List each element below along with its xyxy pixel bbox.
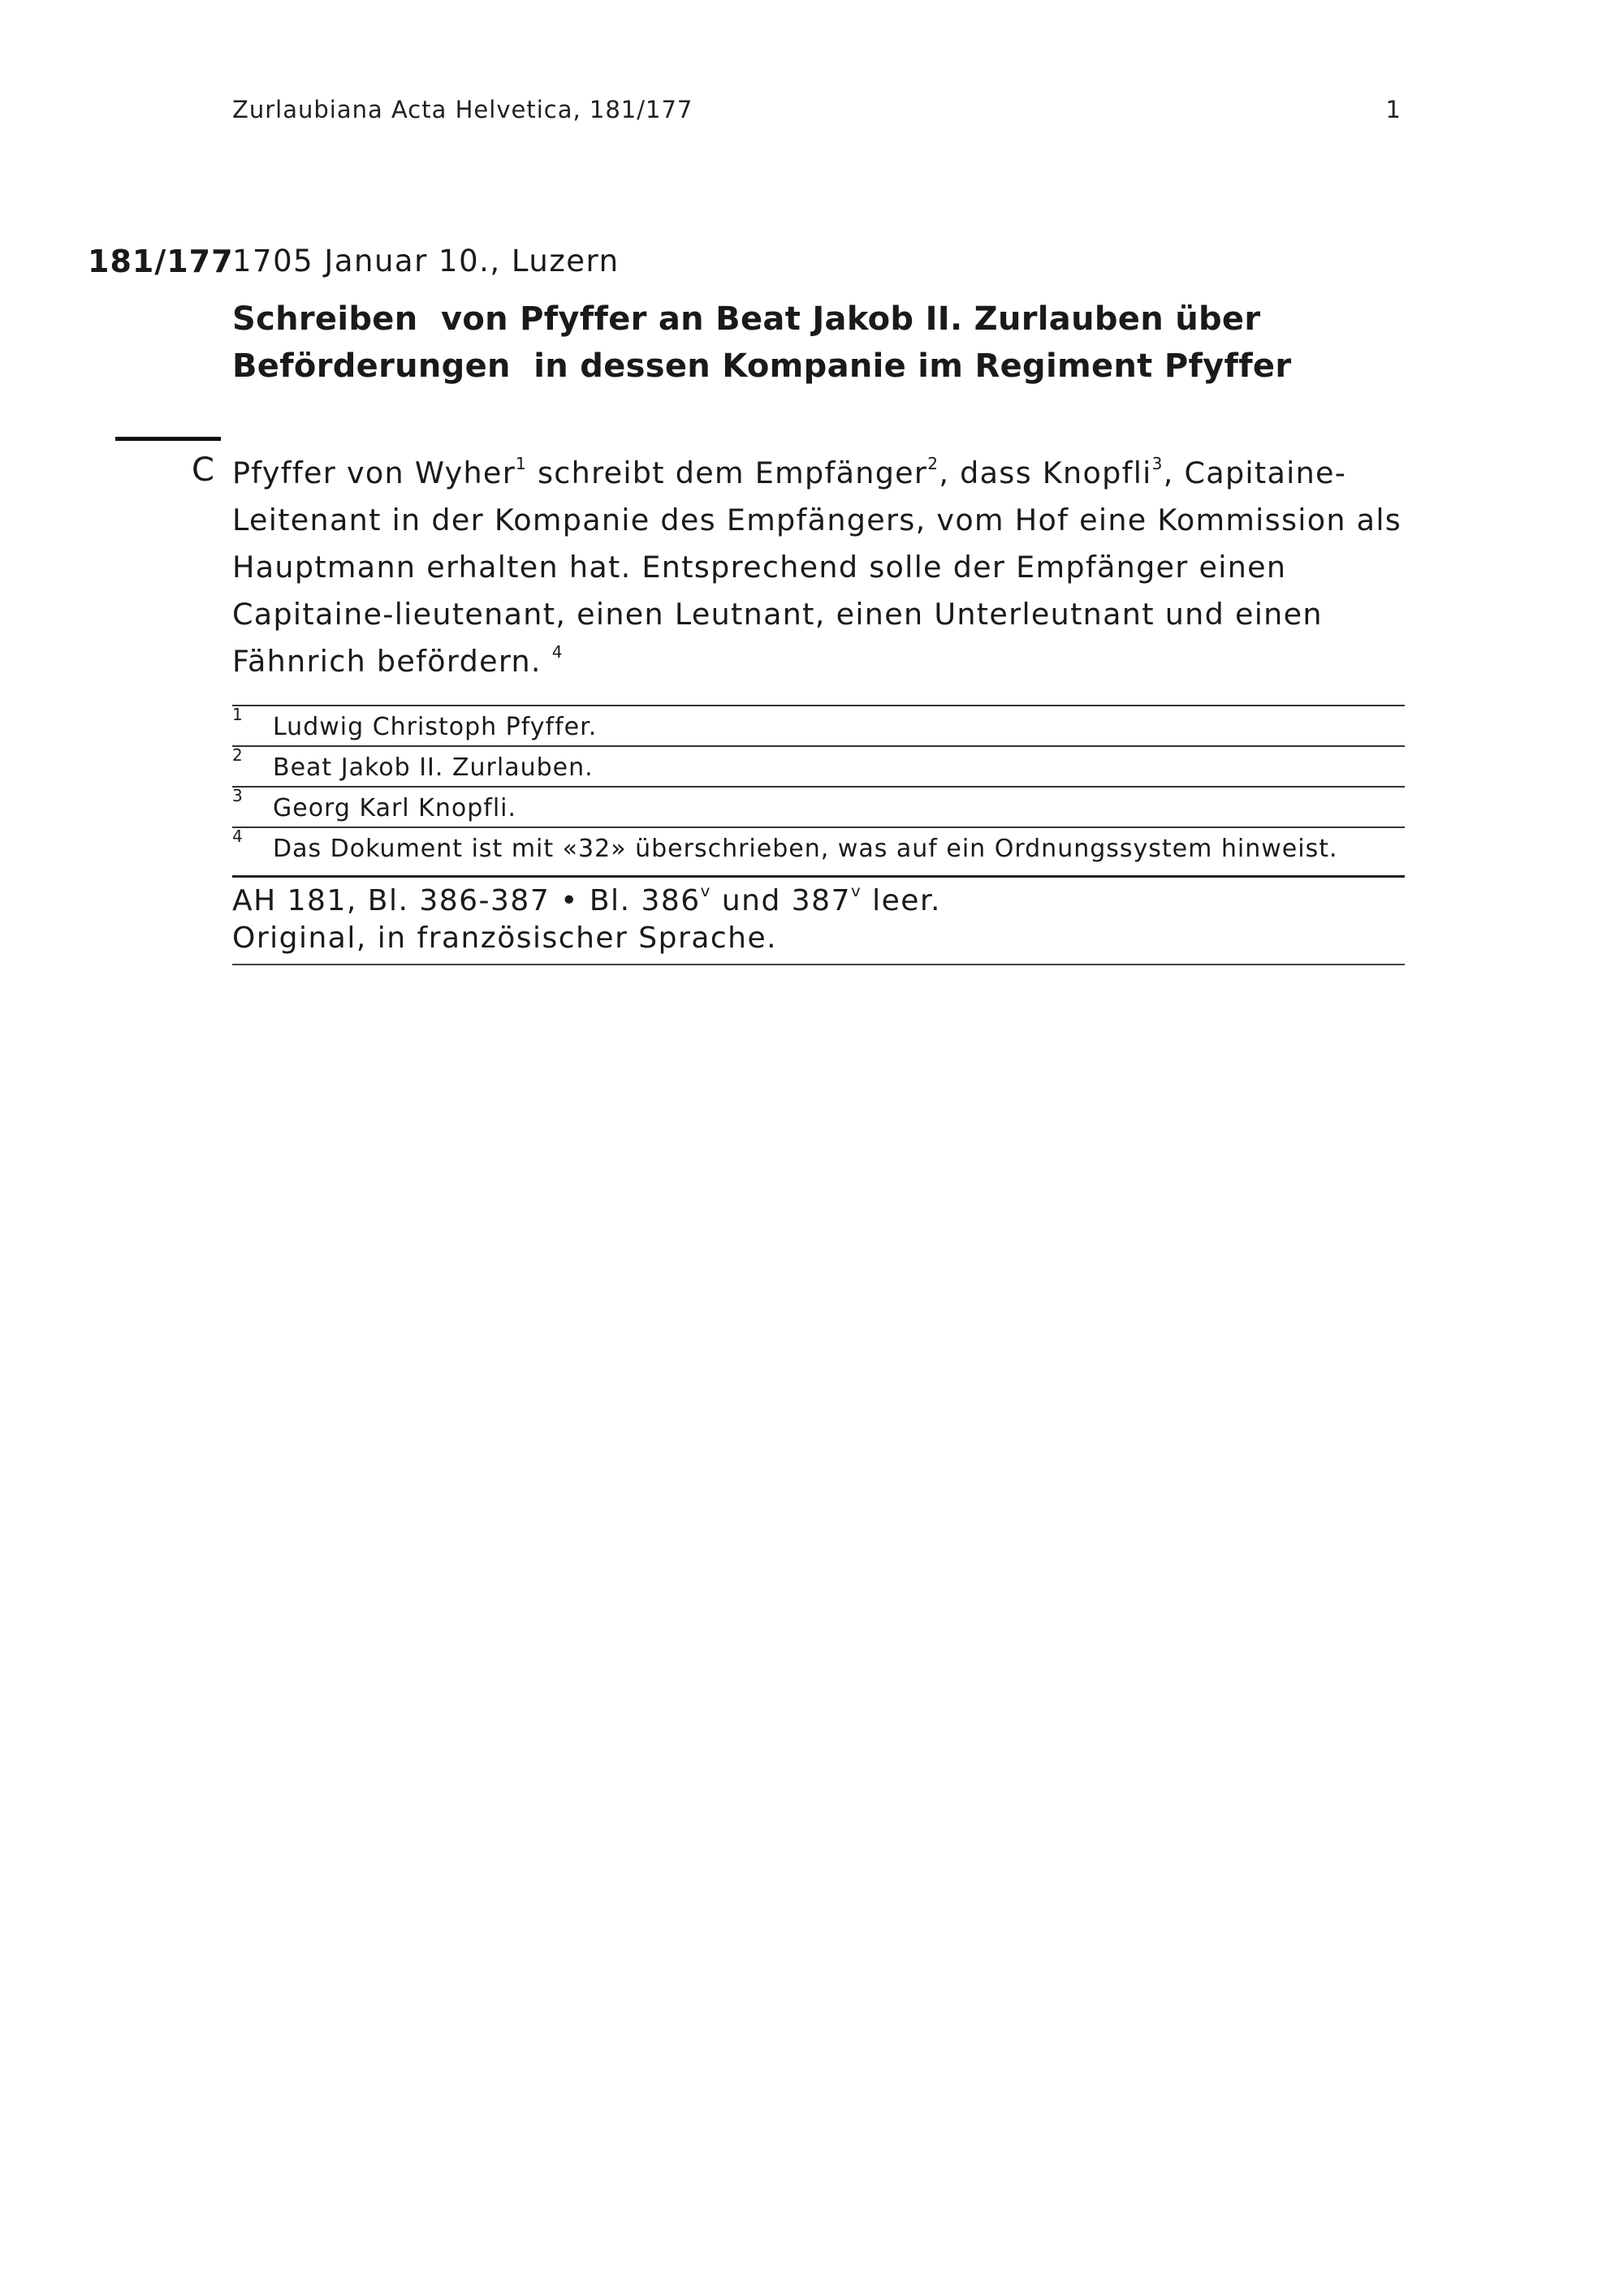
- verso-mark-2: v: [850, 882, 862, 901]
- running-head: [232, 96, 1405, 123]
- regest-part-4: , Capitaine-Leitenant in der Kompanie des Empfängers, vom Hof eine Kommission als Hauptmann erhalten hat. Entsprechend solle der Empfänger einen Capitaine-lieutenant, einen Leutnant, einen Unterleutnant und einen Fähnrich befördern.: [232, 455, 1402, 679]
- footnote-ref-4[interactable]: 4: [551, 641, 564, 662]
- footnotes: [232, 705, 1405, 872]
- footnote-ref-3[interactable]: 3: [1151, 453, 1164, 473]
- document-title-line-2: Beförderungen in dessen Kompanie im Regiment Pfyffer: [232, 347, 1292, 385]
- margin-letter: C: [192, 451, 214, 489]
- running-head-title: Zurlaubiana Acta Helvetica, 181/177: [232, 96, 693, 123]
- footnote-mark: 3: [232, 786, 244, 805]
- regest-part-3: , dass Knopfli: [939, 455, 1152, 490]
- footnote-text: Beat Jakob II. Zurlauben.: [273, 753, 594, 782]
- footnote-text: Das Dokument ist mit «32» überschrieben, was auf ein Ordnungssystem hinweist.: [273, 835, 1338, 863]
- footnote-text: Georg Karl Knopfli.: [273, 794, 517, 822]
- page-number: 1: [1385, 96, 1402, 123]
- footnote-3: [232, 788, 1405, 828]
- footnote-mark: 4: [232, 826, 244, 846]
- footnote-2: [232, 747, 1405, 788]
- footnote-mark: 1: [232, 705, 244, 724]
- source-signature-b: und 387: [710, 884, 851, 917]
- footnote-ref-2[interactable]: 2: [927, 453, 939, 473]
- source-signature-c: leer.: [862, 884, 941, 917]
- document-date-place: 1705 Januar 10., Luzern: [232, 244, 620, 278]
- footnote-mark: 2: [232, 745, 244, 765]
- document-title-line-1: Schreiben von Pfyffer an Beat Jakob II. Zurlauben über: [232, 300, 1261, 338]
- source-signature-a: AH 181, Bl. 386-387 • Bl. 386: [232, 884, 701, 917]
- footnote-4: [232, 828, 1405, 872]
- footnote-1: [232, 706, 1405, 747]
- document-number: 181/177: [88, 244, 234, 279]
- margin-rule: [115, 437, 221, 441]
- source-block: [232, 875, 1405, 965]
- footnote-text: Ludwig Christoph Pfyffer.: [273, 713, 598, 741]
- verso-mark-1: v: [700, 882, 711, 901]
- document-title: [232, 296, 1402, 390]
- source-original-note: Original, in französischer Sprache.: [232, 921, 778, 955]
- regest-text: [232, 450, 1410, 685]
- regest-part-1: Pfyffer von Wyher: [232, 455, 516, 490]
- source-signature: [232, 883, 1405, 920]
- regest-part-2: schreibt dem Empfänger: [537, 455, 928, 490]
- footnote-ref-1[interactable]: 1: [516, 453, 528, 473]
